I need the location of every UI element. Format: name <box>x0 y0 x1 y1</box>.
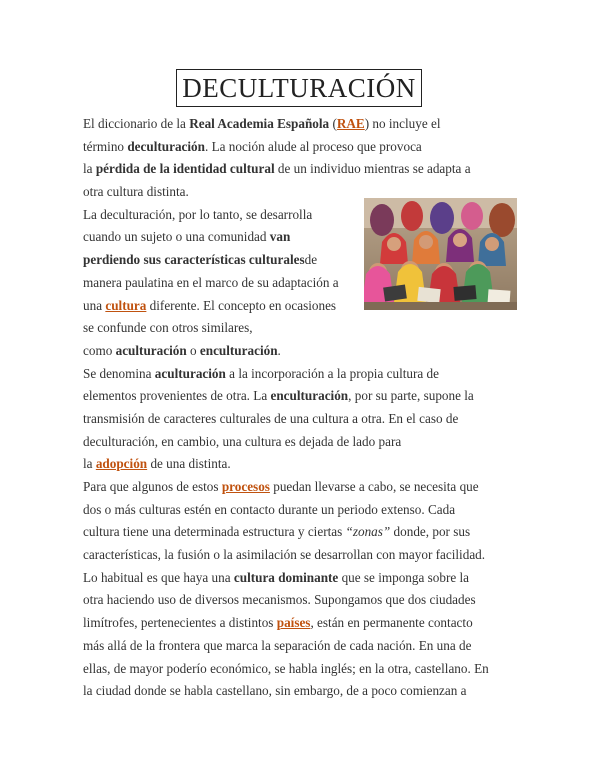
text-line <box>83 317 515 340</box>
inline-link[interactable]: RAE <box>336 116 365 131</box>
bold-term: deculturación <box>127 138 205 154</box>
text-run: otra haciendo uso de diversos mecanismos. Supongamos que dos ciudades <box>83 592 476 608</box>
text-run: ellas, de mayor poderío económico, se habla inglés; en la otra, castellano. En <box>83 660 489 676</box>
text-line <box>83 499 515 522</box>
text-run: , por su parte, supone la <box>348 388 474 404</box>
text-run: puedan llevarse a cabo, se necesita que <box>269 479 479 494</box>
bold-term: aculturación <box>115 342 187 358</box>
text-run: cuando un sujeto o una comunidad <box>83 229 270 245</box>
bold-term: aculturación <box>154 365 226 381</box>
bold-term: perdiendo sus características culturales <box>83 252 305 268</box>
inline-link[interactable]: procesos <box>221 479 270 494</box>
text-run: como <box>83 342 116 358</box>
text-run: manera paulatina en el marco de su adaptación a <box>83 274 339 290</box>
text-run: a la incorporación a la propia cultura de <box>225 365 439 381</box>
text-run: otra cultura distinta. <box>83 184 189 200</box>
text-run: la <box>83 456 96 472</box>
text-run: de <box>304 252 318 268</box>
text-line <box>83 340 515 363</box>
text-line <box>83 408 515 431</box>
bold-term: Real Academia Española <box>189 116 330 131</box>
children-classroom-photo <box>364 198 517 310</box>
bold-term: enculturación <box>199 342 278 358</box>
text-run: de una distinta. <box>147 456 231 472</box>
text-run: Lo habitual es que haya una <box>83 569 234 585</box>
text-run: La deculturación, por lo tanto, se desarrolla <box>83 206 313 222</box>
bold-term: pérdida de la identidad cultural <box>95 161 275 177</box>
text-line <box>83 158 515 181</box>
text-line <box>83 567 515 590</box>
text-line <box>83 680 515 703</box>
document-title: DECULTURACIÓN <box>176 69 422 107</box>
bold-term: van <box>269 229 291 245</box>
text-line <box>83 385 515 408</box>
text-run: la ciudad donde se habla castellano, sin embargo, de a poco comienzan a <box>83 683 467 699</box>
text-run: ( <box>329 116 337 131</box>
text-run: una <box>83 297 106 313</box>
text-run: . La noción alude al proceso que provoca <box>205 138 422 154</box>
text-run: que se imponga sobre la <box>338 569 470 585</box>
text-run: diferente. El concepto en ocasiones <box>146 297 337 313</box>
text-run: o <box>186 342 200 358</box>
text-line <box>83 136 515 159</box>
text-line <box>83 612 515 635</box>
text-line <box>83 476 515 499</box>
inline-link[interactable]: adopción <box>95 456 148 472</box>
text-run: término <box>83 138 128 154</box>
text-run: deculturación, en cambio, una cultura es dejada de lado para <box>83 433 402 449</box>
text-run: cultura tiene una determinada estructura y ciertas <box>83 524 346 540</box>
bold-term: cultura dominante <box>233 569 339 585</box>
italic-term: “zonas” <box>345 524 391 540</box>
text-run: donde, por sus <box>390 524 471 540</box>
text-line <box>83 658 515 681</box>
text-line <box>83 521 515 544</box>
text-line <box>83 113 515 136</box>
text-run: de un individuo mientras se adapta a <box>274 161 471 177</box>
inline-link[interactable]: cultura <box>105 297 147 313</box>
bold-term: enculturación <box>270 388 349 404</box>
text-run: transmisión de caracteres culturales de una cultura a otra. En el caso de <box>83 410 459 426</box>
inline-link[interactable]: países <box>276 615 311 631</box>
text-run: características, la fusión o la asimilación se desarrollan con mayor facilidad. <box>83 547 486 563</box>
text-run: Se denomina <box>83 365 155 381</box>
text-line <box>83 635 515 658</box>
text-run: dos o más culturas estén en contacto durante un periodo extenso. Cada <box>83 501 456 517</box>
text-run: elementos provenientes de otra. La <box>83 388 271 404</box>
text-run: limítrofes, pertenecientes a distintos <box>83 615 277 631</box>
text-run: más allá de la frontera que marca la separación de cada nación. En una de <box>83 637 472 653</box>
text-run: la <box>83 161 96 177</box>
text-line <box>83 544 515 567</box>
text-line <box>83 453 515 476</box>
text-run: , están en permanente contacto <box>310 615 473 631</box>
text-line <box>83 431 515 454</box>
text-run: . <box>277 342 281 358</box>
text-line <box>83 363 515 386</box>
text-line <box>83 589 515 612</box>
text-run: ) no incluye el <box>364 116 441 131</box>
text-run: se confunde con otros similares, <box>83 320 253 336</box>
text-run: El diccionario de la <box>83 116 190 131</box>
text-run: Para que algunos de estos <box>83 479 222 494</box>
